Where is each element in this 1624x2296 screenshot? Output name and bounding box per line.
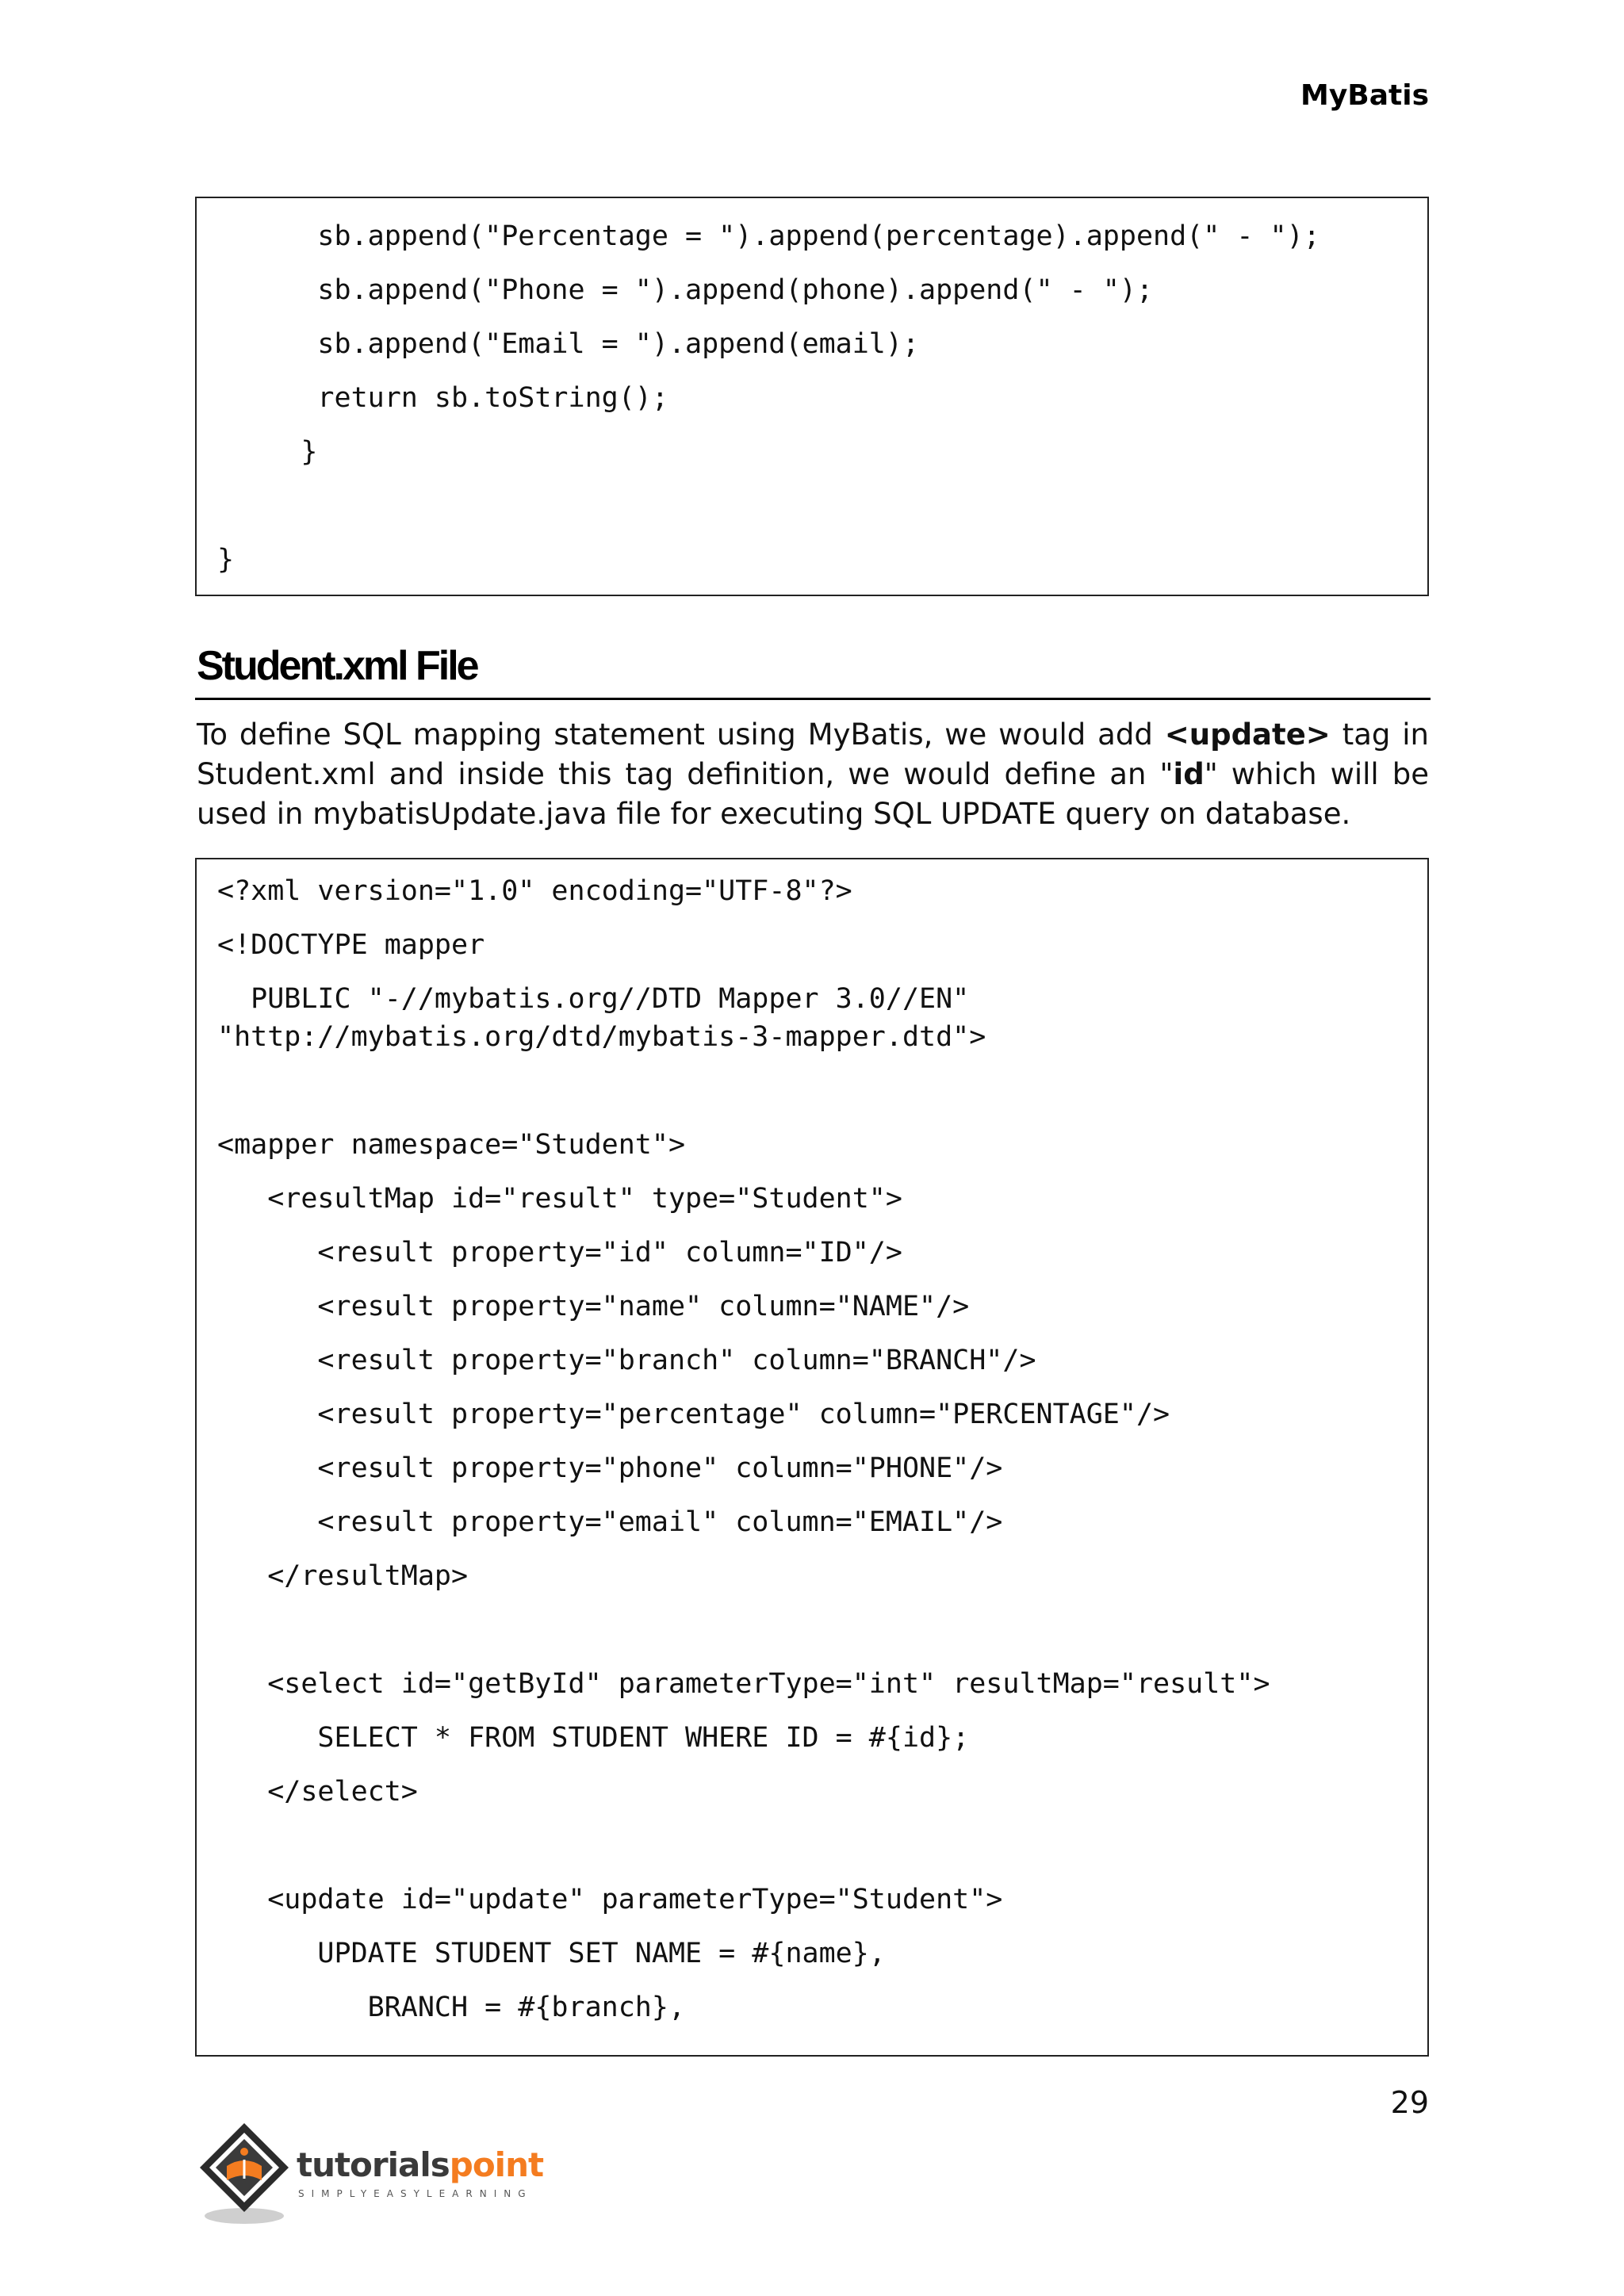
code-line: <!DOCTYPE mapper <box>217 929 485 961</box>
code-line: sb.append("Email = ").append(email); <box>217 328 920 360</box>
code-line: <result property="id" column="ID"/> <box>217 1237 902 1269</box>
code-line: </select> <box>217 1776 418 1808</box>
body-paragraph: To define SQL mapping statement using MyBatis, we would add <update> tag in Student.xml and inside this tag definition, we would define an "id" which will be used in mybatisUpdate.java file for executing SQL UPDATE query on database. <box>197 718 1430 831</box>
code-line: <result property="branch" column="BRANCH"/> <box>217 1345 1036 1376</box>
page-number: 29 <box>1390 2085 1429 2120</box>
code-line: <mapper namespace="Student"> <box>217 1129 686 1161</box>
code-line: <result property="email" column="EMAIL"/> <box>217 1506 1003 1538</box>
code-block-xml <box>195 858 1429 2057</box>
code-line: } <box>217 436 318 468</box>
logo-tagline: SIMPLYEASYLEARNING <box>298 2188 533 2199</box>
bold-id: id <box>1173 757 1205 791</box>
code-line: <select id="getById" parameterType="int" resultMap="result"> <box>217 1668 1270 1700</box>
code-line: <?xml version="1.0" encoding="UTF-8"?> <box>217 875 852 907</box>
code-line: </resultMap> <box>217 1560 469 1592</box>
code-line: return sb.toString(); <box>217 382 668 414</box>
heading-underline <box>195 698 1431 700</box>
code-line: } <box>217 544 235 576</box>
code-line: PUBLIC "-//mybatis.org//DTD Mapper 3.0//EN" <box>217 983 970 1015</box>
code-line: <result property="percentage" column="PERCENTAGE"/> <box>217 1399 1170 1430</box>
logo-wordmark: tutorialspoint <box>297 2145 544 2184</box>
tutorialspoint-logo <box>195 2117 544 2228</box>
code-line: <update id="update" parameterType="Student"> <box>217 1884 1003 1915</box>
code-line: SELECT * FROM STUDENT WHERE ID = #{id}; <box>217 1722 970 1754</box>
code-line: <result property="phone" column="PHONE"/> <box>217 1452 1003 1484</box>
section-heading: Student.xml File <box>197 643 477 689</box>
code-line: BRANCH = #{branch}, <box>217 1992 686 2023</box>
code-line: sb.append("Percentage = ").append(percentage).append(" - "); <box>217 220 1320 252</box>
bold-update-tag: <update> <box>1164 718 1331 752</box>
running-header: MyBatis <box>1300 79 1429 112</box>
code-line: UPDATE STUDENT SET NAME = #{name}, <box>217 1938 886 1969</box>
code-line: "http://mybatis.org/dtd/mybatis-3-mapper.dtd"> <box>217 1021 986 1053</box>
code-block-java <box>195 197 1429 596</box>
code-line: <resultMap id="result" type="Student"> <box>217 1183 902 1215</box>
logo-diamond-icon <box>195 2117 298 2228</box>
code-line: sb.append("Phone = ").append(phone).append(" - "); <box>217 274 1154 306</box>
code-line: <result property="name" column="NAME"/> <box>217 1291 970 1322</box>
